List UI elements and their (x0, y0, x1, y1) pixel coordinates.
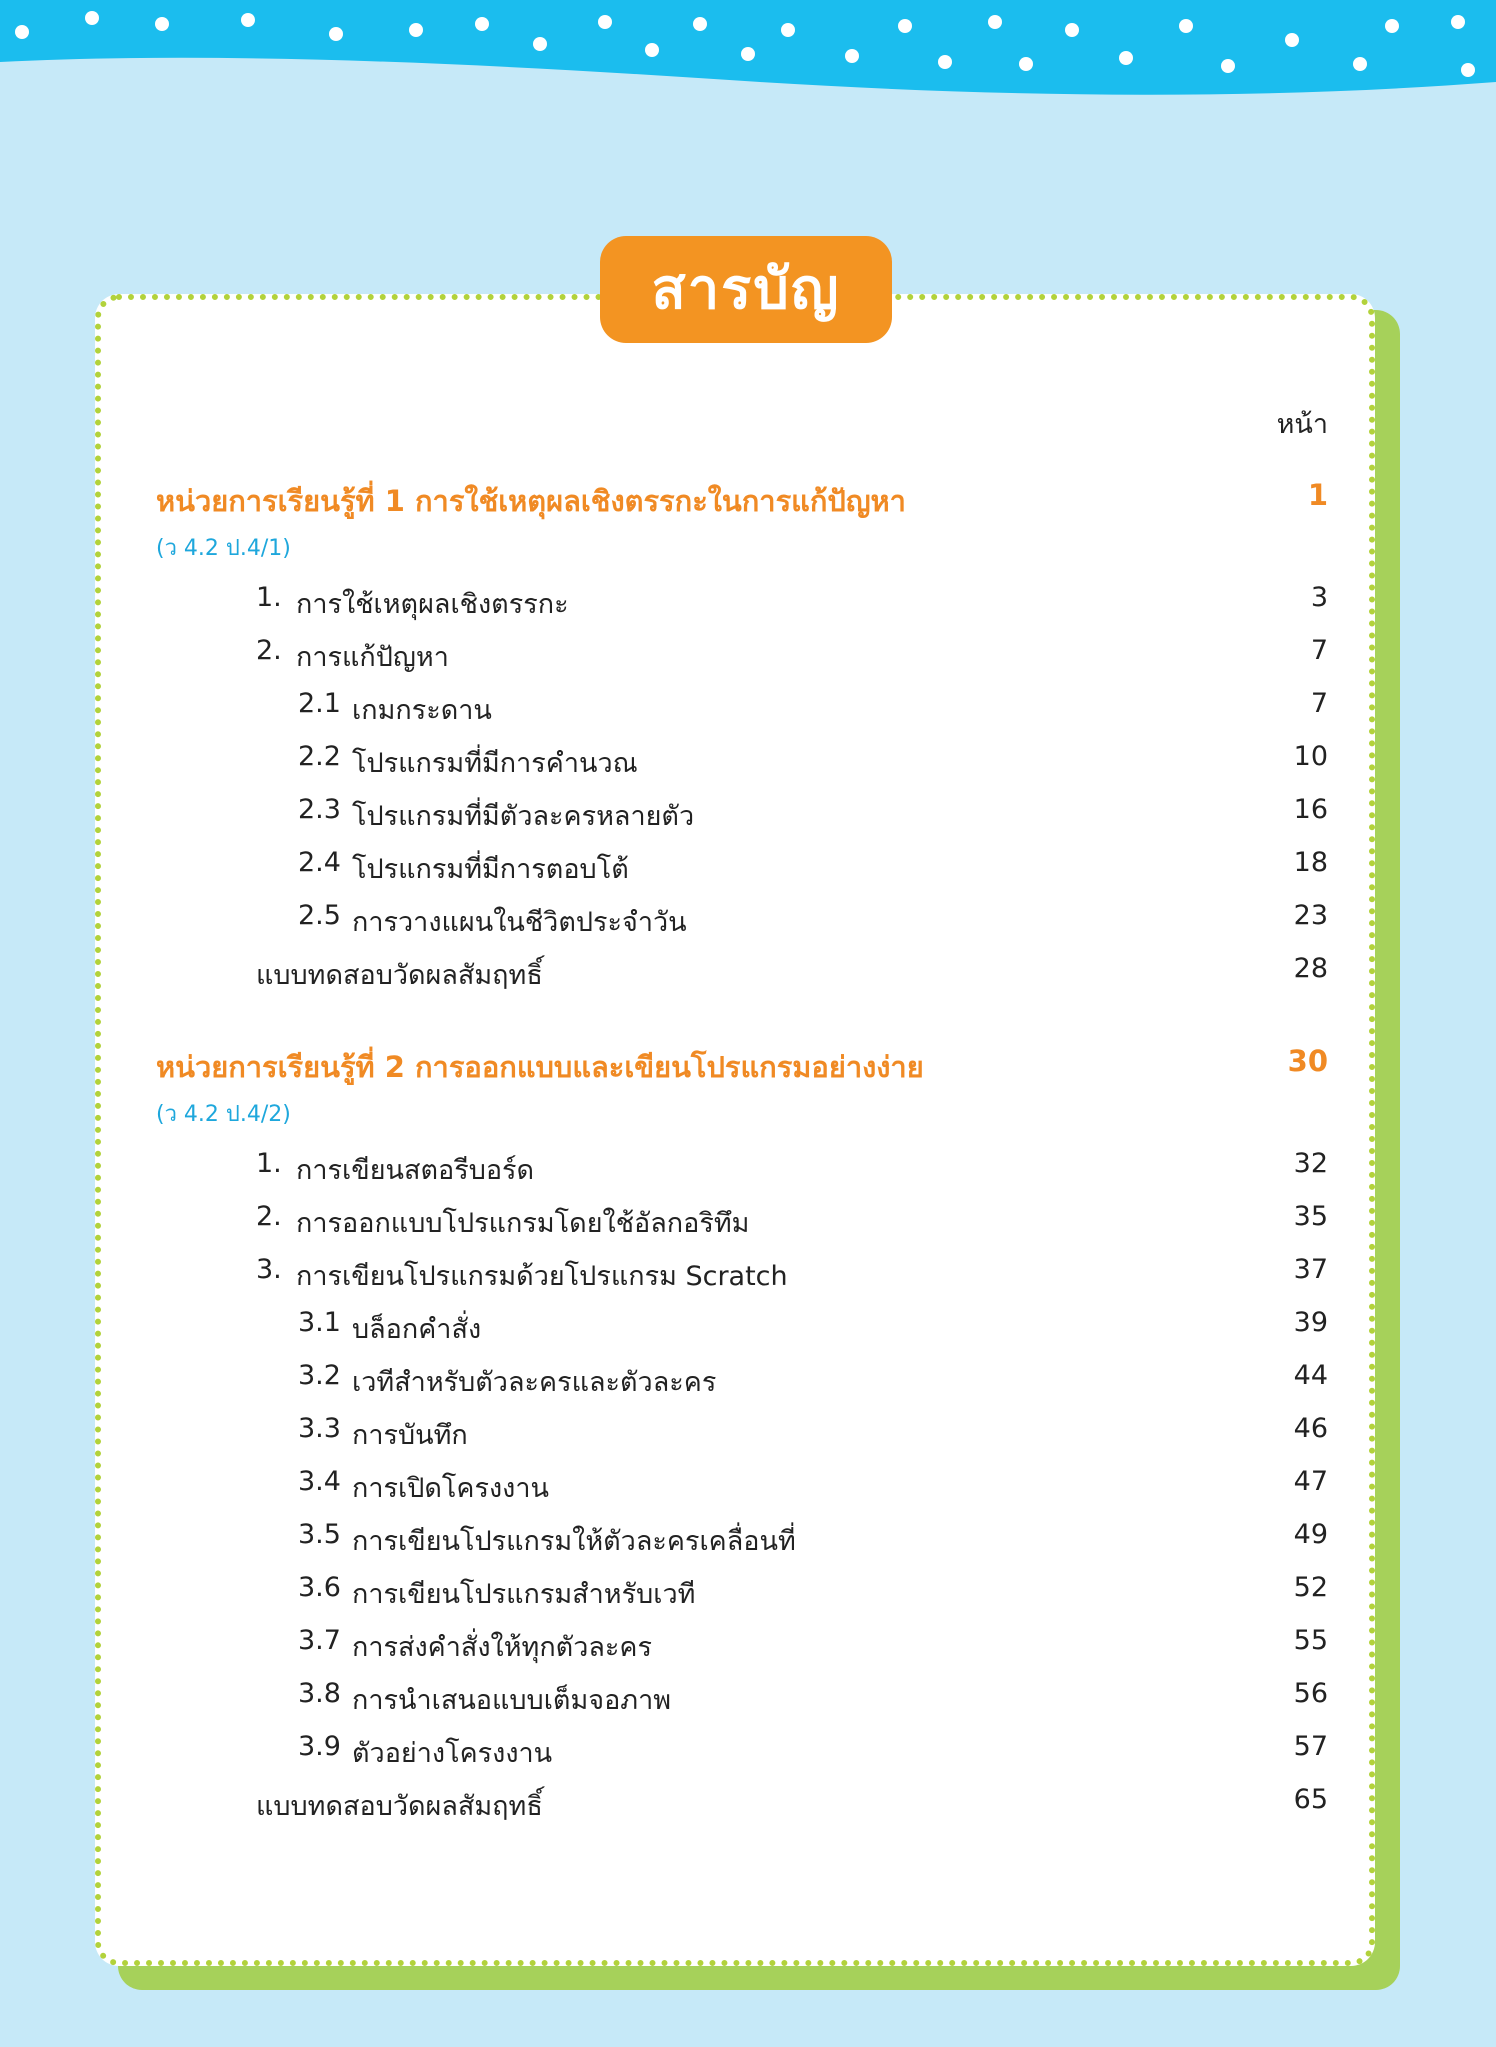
entry-label: แบบทดสอบวัดผลสัมฤทธิ์ (256, 960, 543, 991)
entry-page: 10 (1293, 741, 1328, 772)
entry-number: 3.1 (298, 1307, 341, 1338)
unit-heading[interactable] (156, 478, 1328, 518)
entry-label: โปรแกรมที่มีตัวละครหลายตัว (352, 801, 695, 832)
entry-label: การเขียนโปรแกรมให้ตัวละครเคลื่อนที่ (352, 1526, 796, 1557)
entry-label: การใช้เหตุผลเชิงตรรกะ (296, 589, 569, 620)
entry-label: การบันทึก (352, 1420, 468, 1451)
toc-entry[interactable] (256, 1254, 1328, 1290)
toc-entry[interactable] (256, 1201, 1328, 1237)
entry-page: 37 (1293, 1254, 1328, 1285)
entry-page: 39 (1293, 1307, 1328, 1338)
entry-page: 7 (1310, 635, 1328, 666)
toc-entry[interactable] (298, 1625, 1328, 1661)
entry-page: 52 (1293, 1572, 1328, 1603)
toc-entry[interactable] (298, 794, 1328, 830)
toc-entry[interactable] (298, 1678, 1328, 1714)
page-title: สารบัญ (600, 236, 892, 343)
toc-entry-test[interactable] (256, 1784, 1328, 1820)
entry-label: การวางแผนในชีวิตประจำวัน (352, 907, 687, 938)
entry-label: ตัวอย่างโครงงาน (352, 1738, 553, 1769)
entry-number: 3.6 (298, 1572, 341, 1603)
toc-entry[interactable] (298, 847, 1328, 883)
toc-entry[interactable] (298, 688, 1328, 724)
entry-number: 1. (256, 582, 282, 613)
entry-number: 2. (256, 635, 282, 666)
toc-entry[interactable] (298, 741, 1328, 777)
entry-number: 3.5 (298, 1519, 341, 1550)
entry-page: 47 (1293, 1466, 1328, 1497)
entry-number: 2.4 (298, 847, 341, 878)
entry-number: 2.5 (298, 900, 341, 931)
entry-page: 55 (1293, 1625, 1328, 1656)
entry-label: เกมกระดาน (352, 695, 492, 726)
entry-label: การเขียนสตอรีบอร์ด (296, 1155, 535, 1186)
entry-page: 46 (1293, 1413, 1328, 1444)
toc-entry[interactable] (298, 1360, 1328, 1396)
entry-page: 35 (1293, 1201, 1328, 1232)
entry-page: 23 (1293, 900, 1328, 931)
entry-label: โปรแกรมที่มีการคำนวณ (352, 748, 638, 779)
entry-label: การเขียนโปรแกรมสำหรับเวที (352, 1579, 696, 1610)
entry-page: 28 (1293, 953, 1328, 984)
toc-entry-test[interactable] (256, 953, 1328, 989)
toc-entry[interactable] (256, 1148, 1328, 1184)
entry-page: 7 (1310, 688, 1328, 719)
entry-number: 3.9 (298, 1731, 341, 1762)
entry-label: เวทีสำหรับตัวละครและตัวละคร (352, 1367, 717, 1398)
entry-label: การแก้ปัญหา (296, 642, 449, 673)
entry-number: 3.8 (298, 1678, 341, 1709)
entry-number: 2.1 (298, 688, 341, 719)
entry-label: แบบทดสอบวัดผลสัมฤทธิ์ (256, 1791, 543, 1822)
toc-entry[interactable] (298, 1731, 1328, 1767)
entry-number: 2.3 (298, 794, 341, 825)
entry-label: การนำเสนอแบบเต็มจอภาพ (352, 1685, 672, 1716)
toc-entry[interactable] (256, 635, 1328, 671)
toc-entry[interactable] (298, 1413, 1328, 1449)
entry-page: 49 (1293, 1519, 1328, 1550)
top-banner (0, 0, 1496, 110)
toc-entry[interactable] (298, 1307, 1328, 1343)
unit-heading-text: หน่วยการเรียนรู้ที่ 2 การออกแบบและเขียนโปรแกรมอย่างง่าย (156, 1050, 924, 1084)
entry-label: การออกแบบโปรแกรมโดยใช้อัลกอริทึม (296, 1208, 750, 1239)
entry-page: 44 (1293, 1360, 1328, 1391)
entry-label: การส่งคำสั่งให้ทุกตัวละคร (352, 1632, 652, 1663)
entry-number: 3.3 (298, 1413, 341, 1444)
entry-page: 32 (1293, 1148, 1328, 1179)
unit-heading-text: หน่วยการเรียนรู้ที่ 1 การใช้เหตุผลเชิงตรรกะในการแก้ปัญหา (156, 484, 906, 518)
toc-entry[interactable] (256, 582, 1328, 618)
entry-page: 3 (1310, 582, 1328, 613)
entry-page: 57 (1293, 1731, 1328, 1762)
entry-number: 3.7 (298, 1625, 341, 1656)
toc-entry[interactable] (298, 1572, 1328, 1608)
toc-entry[interactable] (298, 1519, 1328, 1555)
entry-number: 3.4 (298, 1466, 341, 1497)
unit-page-number: 30 (1287, 1044, 1328, 1078)
entry-page: 18 (1293, 847, 1328, 878)
entry-page: 56 (1293, 1678, 1328, 1709)
entry-number: 2.2 (298, 741, 341, 772)
entry-number: 2. (256, 1201, 282, 1232)
unit-heading[interactable] (156, 1044, 1328, 1084)
entry-label: โปรแกรมที่มีการตอบโต้ (352, 854, 629, 885)
unit-page-number: 1 (1307, 478, 1328, 512)
unit-code: (ว 4.2 ป.4/1) (156, 536, 291, 561)
entry-label: บล็อกคำสั่ง (352, 1314, 482, 1345)
entry-number: 1. (256, 1148, 282, 1179)
toc-entry[interactable] (298, 900, 1328, 936)
entry-label: การเขียนโปรแกรมด้วยโปรแกรม Scratch (296, 1261, 788, 1292)
toc-entry[interactable] (298, 1466, 1328, 1502)
entry-number: 3. (256, 1254, 282, 1285)
entry-number: 3.2 (298, 1360, 341, 1391)
unit-code: (ว 4.2 ป.4/2) (156, 1102, 291, 1127)
entry-page: 65 (1293, 1784, 1328, 1815)
page-column-label: หน้า (1276, 409, 1328, 440)
entry-label: การเปิดโครงงาน (352, 1473, 549, 1504)
entry-page: 16 (1293, 794, 1328, 825)
